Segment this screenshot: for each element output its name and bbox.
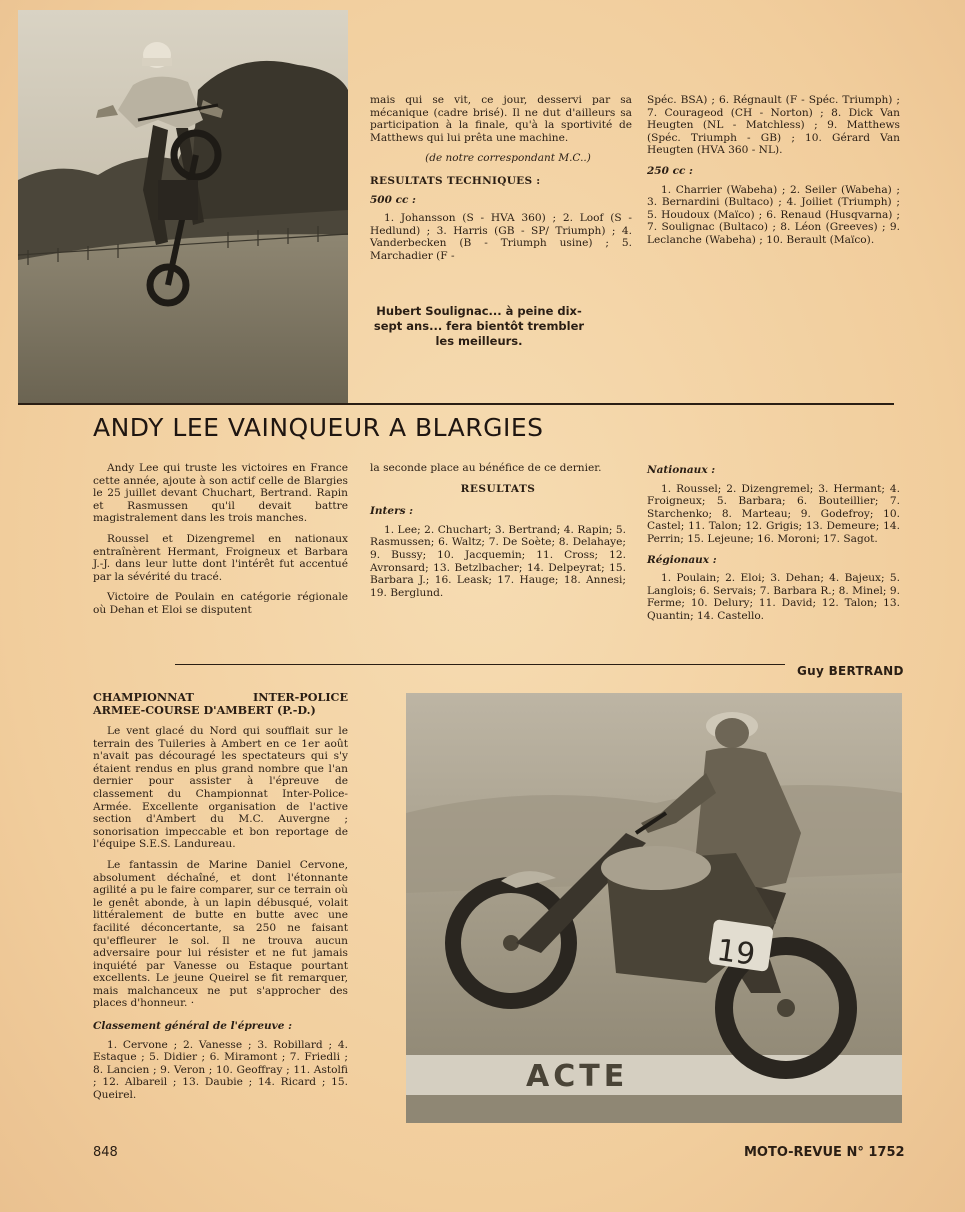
top-column-intro: mais qui se vit, ce jour, desservi par sa mécanique (cadre brisé). Il ne dut d'ailleurs sa participation à la finale, qu'à la sportivité de Matthews qui lui prêta une machine. (370, 94, 632, 144)
top-column-right (647, 94, 900, 255)
photo-bike-number: 19 (714, 932, 758, 973)
regionaux-results: 1. Poulain; 2. Eloi; 3. Dehan; 4. Bajeux; 5. Langlois; 6. Servais; 7. Barbara R.; 8. Minel; 9. Ferme; 10. Delury; 11. David; 12. Talon; 13. Quantin; 14. Castello. (647, 572, 900, 622)
photo-banner-text: ACTE (526, 1059, 629, 1094)
top-column-middle (370, 94, 632, 271)
byline: Guy BERTRAND (797, 664, 904, 678)
article-paragraph-2: Roussel et Dizengremel en nationaux entraînèrent Hermant, Froigneux et Barbara J.-J. dans leur lutte dont l'intérêt fut accentué par la sévérité du tracé. (93, 532, 348, 583)
results-500-list-continued: Spéc. BSA) ; 6. Régnault (F - Spéc. Triumph) ; 7. Courageod (CH - Norton) ; 8. Dick Van Heugten (NL - Matchless) ; 9. Matthews (Spéc. Triumph - GB) ; 10. Gérard Van Heugten (HVA 360 - NL). (647, 94, 900, 157)
class-500-label: 500 cc : (370, 193, 416, 206)
magazine-issue: MOTO-REVUE N° 1752 (744, 1145, 905, 1160)
class-250-label: 250 cc : (647, 164, 693, 177)
correspondent-credit: (de notre correspondant M.C..) (425, 152, 591, 165)
results-500-list: 1. Johansson (S - HVA 360) ; 2. Loof (S - Hedlund) ; 3. Harris (GB - SP/ Triumph) ; 4. Vanderbecken (B - Triumph usine) ; 5. Marchadier (F - (370, 212, 632, 262)
headline: ANDY LEE VAINQUEUR A BLARGIES (93, 413, 544, 442)
article-paragraph-3: Victoire de Poulain en catégorie régionale où Dehan et Eloi se disputent (93, 591, 348, 616)
bottom-photo-illustration (406, 693, 902, 1123)
article-column-1 (93, 462, 348, 625)
article-column-3 (647, 462, 900, 631)
headline-rule (18, 403, 894, 405)
article-column-2 (370, 462, 626, 607)
inters-results: 1. Lee; 2. Chuchart; 3. Bertrand; 4. Rapin; 5. Rasmussen; 6. Waltz; 7. De Soète; 8. Delahaye; 9. Bussy; 10. Jacquemin; 11. Cross; 12. Avronsard; 13. Betzlbacher; 14. Delpeyrat; 15. Barbara J.; 16. Leask; 17. Hauge; 18. Annesi; 19. Berglund. (370, 523, 626, 599)
results-technical-title: RESULTATS TECHNIQUES : (370, 174, 541, 187)
top-photo-rider-wheelie (18, 10, 348, 403)
byline-rule (175, 664, 785, 665)
police-article-title: CHAMPIONNAT INTER-POLICE ARMEE-COURSE D'AMBERT (P.-D.) (93, 690, 348, 717)
classement-results: 1. Cervone ; 2. Vanesse ; 3. Robillard ; 4. Estaque ; 5. Didier ; 6. Miramont ; 7. Friedli ; 8. Lancien ; 9. Veron ; 10. Geoffray ; 11. Astolfi ; 12. Albareil ; 13. Daubie ; 14. Ricard ; 15. Queirel. (93, 1038, 348, 1102)
nationaux-label: Nationaux : (647, 464, 716, 476)
results-250-list: 1. Charrier (Wabeha) ; 2. Seiler (Wabeha) ; 3. Bernardini (Bultaco) ; 4. Joiliet (Triumph) ; 5. Houdoux (Maïco) ; 6. Renaud (Husqvarna) ; 7. Soulignac (Bultaco) ; 8. Léon (Greeves) ; 9. Leclanche (Wabeha) ; 10. Berault (Maïco). (647, 183, 900, 246)
classement-label: Classement général de l'épreuve : (93, 1020, 292, 1033)
article-paragraph-1: Andy Lee qui truste les victoires en France cette année, ajoute à son actif celle de Blargies le 25 juillet devant Chuchart, Bertrand. Rapin et Rasmussen qu'il devait battre magistralement dans les trois manches. (93, 462, 348, 525)
bottom-photo-motocross-rider (406, 693, 902, 1123)
police-article (93, 691, 348, 1110)
nationaux-results: 1. Roussel; 2. Dizengremel; 3. Hermant; 4. Froigneux; 5. Barbara; 6. Bouteillier; 7. Starchenko; 8. Marteau; 9. Godefroy; 10. Castel; 11. Talon; 12. Grigis; 13. Demeure; 14. Perrin; 15. Lejeune; 16. Moroni; 17. Sagot. (647, 482, 900, 545)
top-photo-caption-text: Hubert Soulignac... à peine dix-sept ans... fera bientôt trembler les meilleurs. (373, 304, 585, 348)
top-photo-caption (368, 304, 590, 349)
page-number: 848 (93, 1145, 118, 1160)
police-paragraph-2: Le fantassin de Marine Daniel Cervone, absolument déchaîné, et dont l'étonnante agilité a pu le faire comparer, sur ce terrain où le genêt abonde, à un lapin débusqué, volait littéralement de butte en butte avec une facilité déconcertante, sa 250 ne faisant qu'effleurer le sol. Il ne trouva aucun adversaire pour lui résister et ne fut jamais inquiété par Vanesse ou Estaque pourtant excellents. Le jeune Queirel se fit remarquer, mais malchanceux ne put s'approcher des places d'honneur. · (93, 858, 348, 1010)
article-paragraph-continued: la seconde place au bénéfice de ce dernier. (370, 462, 602, 474)
top-photo-illustration (18, 10, 348, 403)
police-paragraph-1: Le vent glacé du Nord qui soufflait sur le terrain des Tuileries à Ambert en ce 1er août n'avait pas découragé les spectateurs qui s'y étaient rendus en plus grand nombre que l'an dernier pour assister à l'épreuve de classement du Championnat Inter-Police-Armée. Excellente organisation de l'active section d'Ambert du M.C. Auvergne ; sonorisation impeccable et bon reportage de l'équipe S.E.S. Landureau. (93, 725, 348, 851)
regionaux-label: Régionaux : (647, 553, 717, 566)
results-title: RESULTATS (460, 482, 536, 495)
inters-label: Inters : (370, 505, 414, 518)
